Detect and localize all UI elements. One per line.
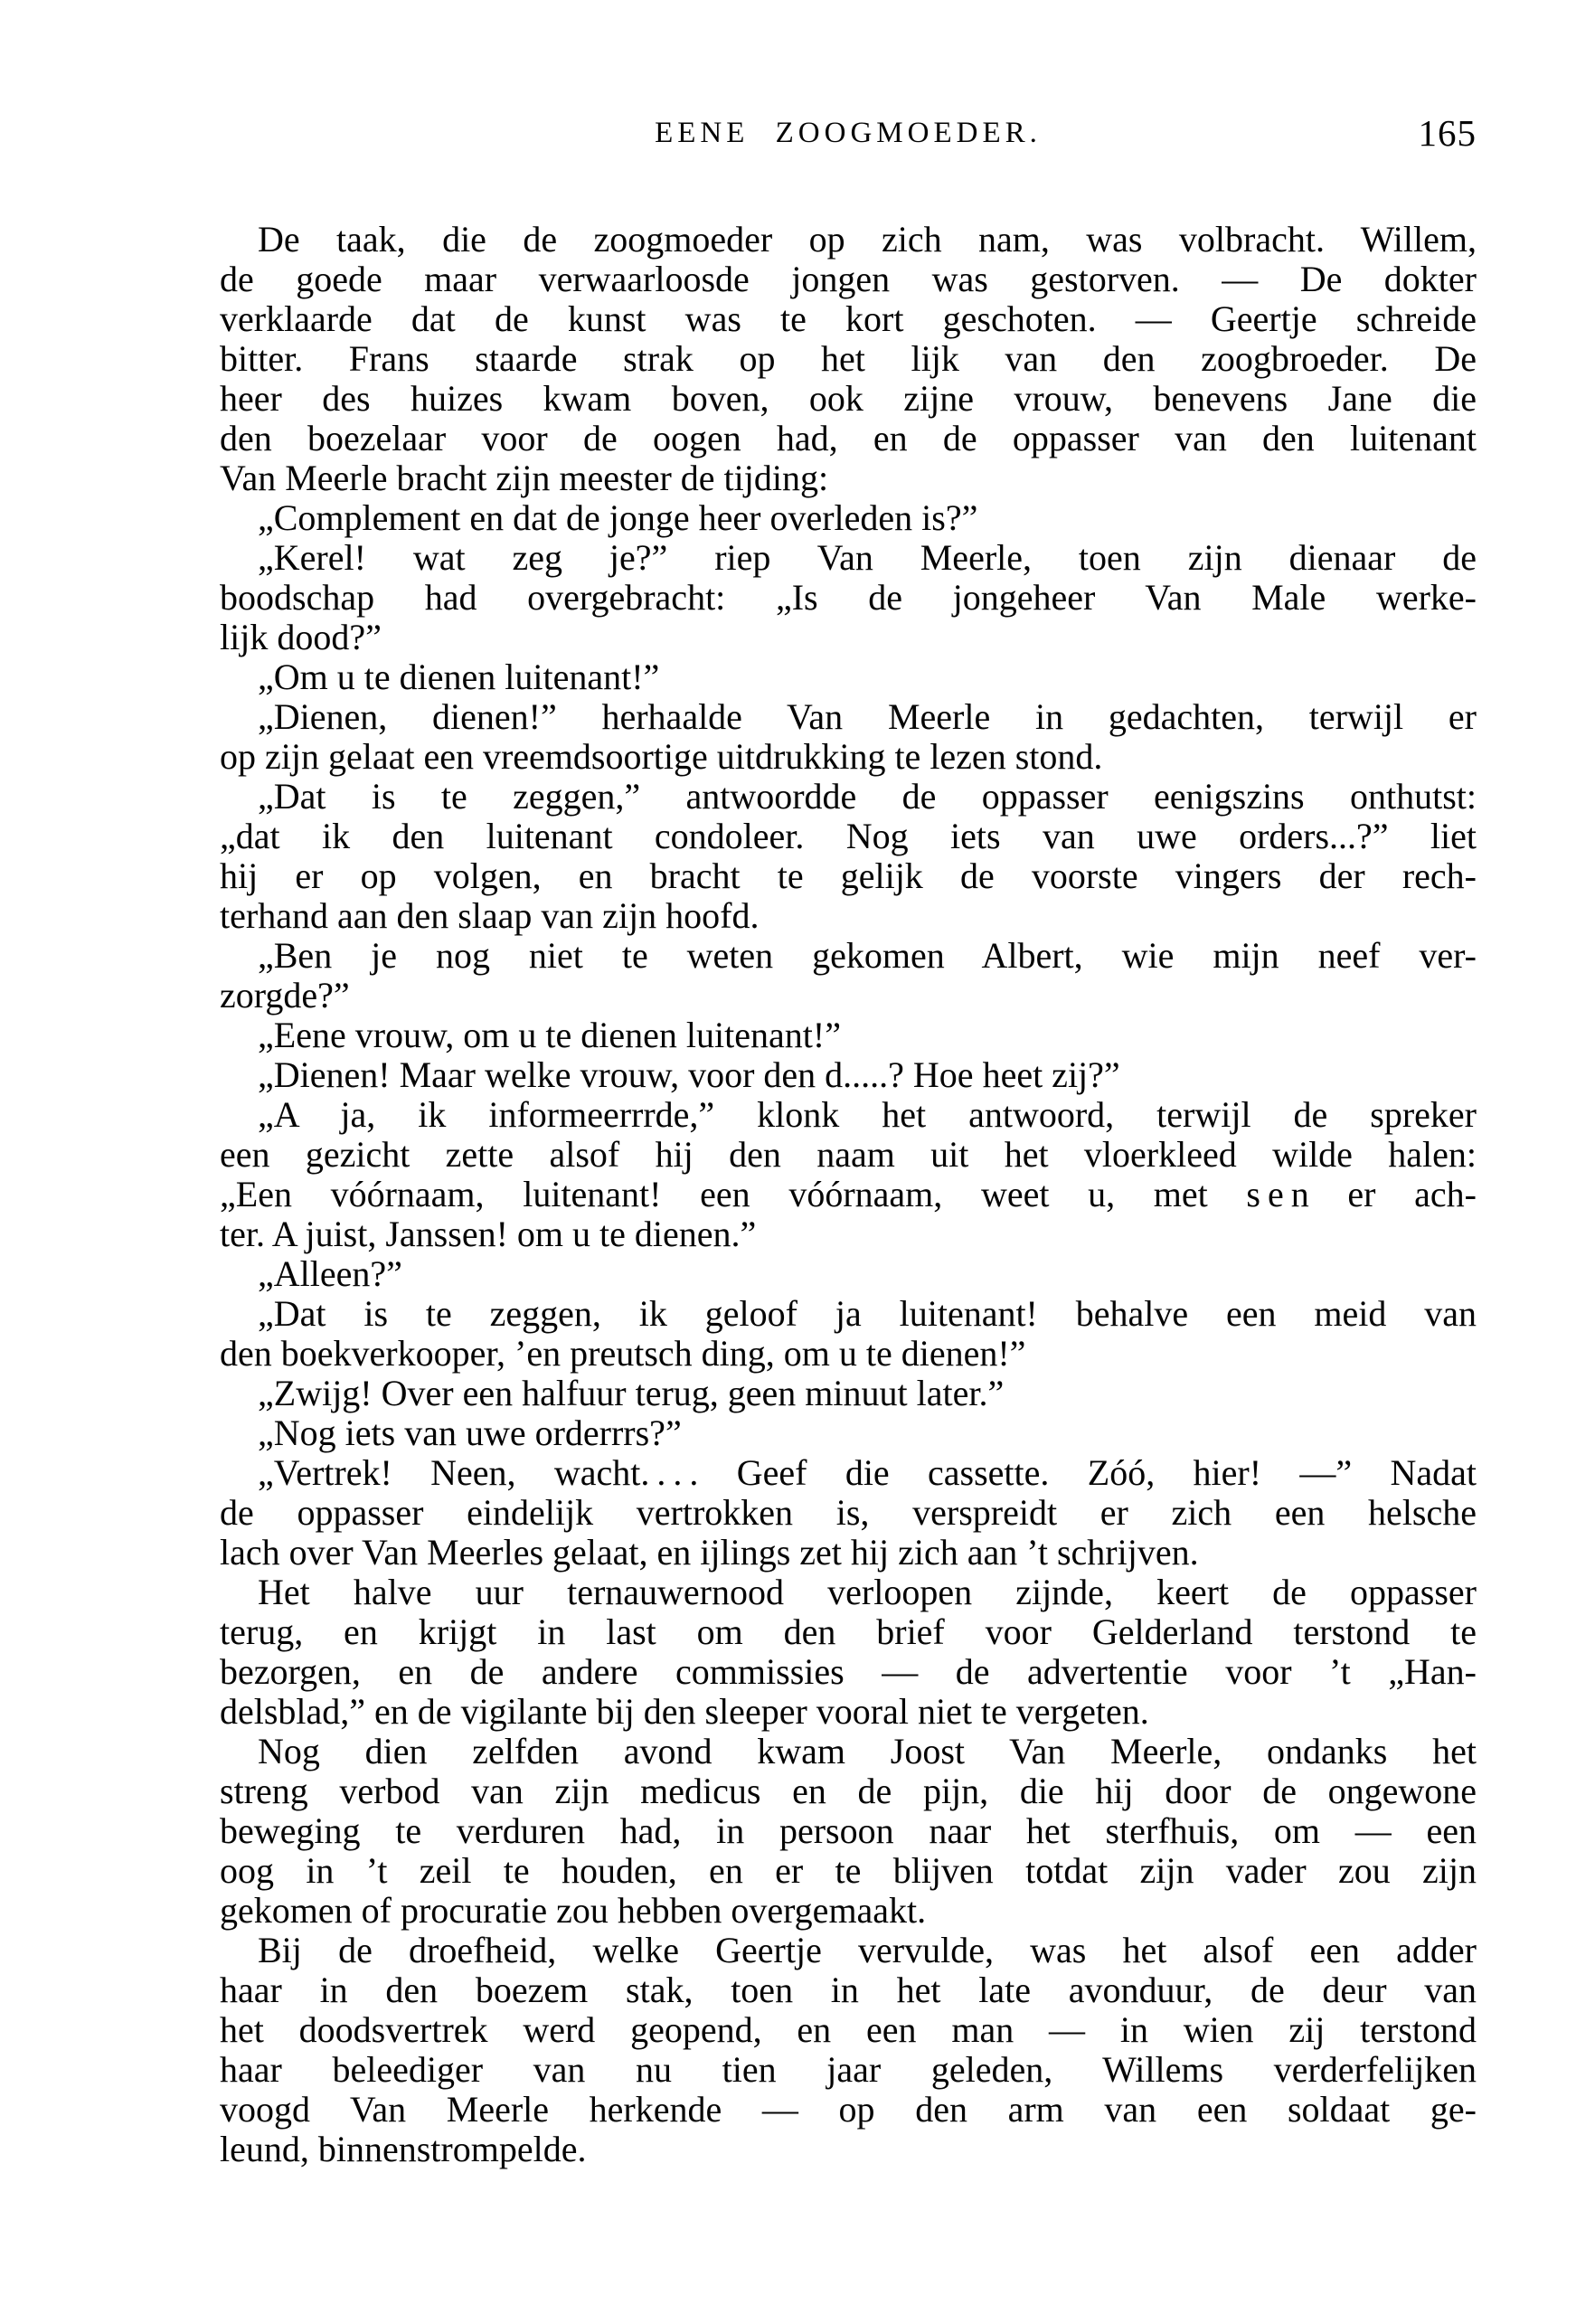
text-line: de oppasser eindelijk vertrokken is, verspreidt er zich een helsche	[220, 1492, 1477, 1533]
text-line: den boekverkooper, ’en preutsch ding, om u te dienen!”	[220, 1333, 1026, 1374]
text-line: „A ja, ik informeerrrde,” klonk het antwoord, terwijl de spreker	[258, 1094, 1477, 1135]
text-line: „Dienen! Maar welke vrouw, voor den d.....? Hoe heet zij?”	[258, 1054, 1120, 1095]
text-line: terhand aan den slaap van zijn hoofd.	[220, 895, 760, 936]
text-line: de goede maar verwaarloosde jongen was gestorven. — De dokter	[220, 259, 1477, 299]
text-line: „Dat is te zeggen,” antwoordde de oppasser eenigszins onthutst:	[258, 776, 1477, 817]
text-line: ter. A juist, Janssen! om u te dienen.”	[220, 1214, 757, 1254]
text-line: „Zwijg! Over een halfuur terug, geen minuut later.”	[258, 1373, 1005, 1413]
text-line: verklaarde dat de kunst was te kort geschoten. — Geertje schreide	[220, 298, 1477, 339]
text-line: bitter. Frans staarde strak op het lijk van den zoogbroeder. De	[220, 338, 1477, 379]
text-line: gekomen of procuratie zou hebben overgemaakt.	[220, 1890, 927, 1931]
text-line: bezorgen, en de andere commissies — de advertentie voor ’t „Han-	[220, 1651, 1477, 1692]
text-line: heer des huizes kwam boven, ook zijne vrouw, benevens Jane die	[220, 378, 1477, 419]
text-line: „Kerel! wat zeg je?” riep Van Meerle, toen zijn dienaar de	[258, 537, 1477, 578]
page-header	[220, 110, 1477, 156]
text-line: Nog dien zelfden avond kwam Joost Van Meerle, ondanks het	[258, 1731, 1477, 1771]
text-line: zorgde?”	[220, 975, 350, 1016]
text-line: lijk dood?”	[220, 617, 382, 657]
text-line: leund, binnenstrompelde.	[220, 2129, 587, 2169]
text-line: op zijn gelaat een vreemdsoortige uitdrukking te lezen stond.	[220, 736, 1103, 777]
text-line: „Dat is te zeggen, ik geloof ja luitenant! behalve een meid van	[258, 1293, 1477, 1334]
text-line: De taak, die de zoogmoeder op zich nam, was volbracht. Willem,	[258, 219, 1477, 260]
text-line: „Complement en dat de jonge heer overleden is?”	[258, 497, 978, 538]
text-line: „Eene vrouw, om u te dienen luitenant!”	[258, 1015, 841, 1055]
text-line: „Een vóórnaam, luitenant! een vóórnaam, weet u, met s e n er ach-	[220, 1174, 1477, 1214]
text-line: „Om u te dienen luitenant!”	[258, 657, 660, 697]
text-line: „Vertrek! Neen, wacht. . . . Geef die cassette. Zóó, hier! —” Nadat	[258, 1452, 1477, 1493]
text-line: terug, en krijgt in last om den brief voor Gelderland terstond te	[220, 1611, 1477, 1652]
text-line: streng verbod van zijn medicus en de pijn, die hij door de ongewone	[220, 1771, 1477, 1811]
text-line: Het halve uur ternauwernood verloopen zijnde, keert de oppasser	[258, 1572, 1477, 1612]
text-line: „dat ik den luitenant condoleer. Nog iets van uwe orders...?” liet	[220, 816, 1477, 856]
page-number: 165	[1418, 112, 1477, 154]
text-line: boodschap had overgebracht: „Is de jongeheer Van Male werke-	[220, 577, 1477, 618]
text-line: haar in den boezem stak, toen in het late avonduur, de deur van	[220, 1970, 1477, 2010]
text-line: oog in ’t zeil te houden, en er te blijven totdat zijn vader zou zijn	[220, 1850, 1477, 1891]
text-line: „Dienen, dienen!” herhaalde Van Meerle in gedachten, terwijl er	[258, 696, 1477, 737]
text-line: haar beleediger van nu tien jaar geleden, Willems verderfelijken	[220, 2049, 1477, 2090]
text-line: lach over Van Meerles gelaat, en ijlings zet hij zich aan ’t schrijven.	[220, 1532, 1199, 1573]
text-line: een gezicht zette alsof hij den naam uit het vloerkleed wilde halen:	[220, 1134, 1477, 1175]
text-line: voogd Van Meerle herkende — op den arm van een soldaat ge-	[220, 2089, 1477, 2130]
text-line: „Alleen?”	[258, 1253, 402, 1294]
text-line: Bij de droefheid, welke Geertje vervulde, was het alsof een adder	[258, 1930, 1477, 1970]
text-line: hij er op volgen, en bracht te gelijk de voorste vingers der rech-	[220, 855, 1477, 896]
body-text	[220, 220, 1477, 2169]
text-line: beweging te verduren had, in persoon naar het sterfhuis, om — een	[220, 1810, 1477, 1851]
text-line: „Ben je nog niet te weten gekomen Albert, wie mijn neef ver-	[258, 935, 1477, 976]
text-line: Van Meerle bracht zijn meester de tijding:	[220, 458, 829, 498]
text-line: „Nog iets van uwe orderrrs?”	[258, 1412, 682, 1453]
running-title: EENE ZOOGMOEDER.	[655, 117, 1042, 149]
text-line: delsblad,” en de vigilante bij den sleeper vooral niet te vergeten.	[220, 1691, 1149, 1732]
text-line: het doodsvertrek werd geopend, en een man — in wien zij terstond	[220, 2009, 1477, 2050]
text-line: den boezelaar voor de oogen had, en de oppasser van den luitenant	[220, 418, 1477, 458]
